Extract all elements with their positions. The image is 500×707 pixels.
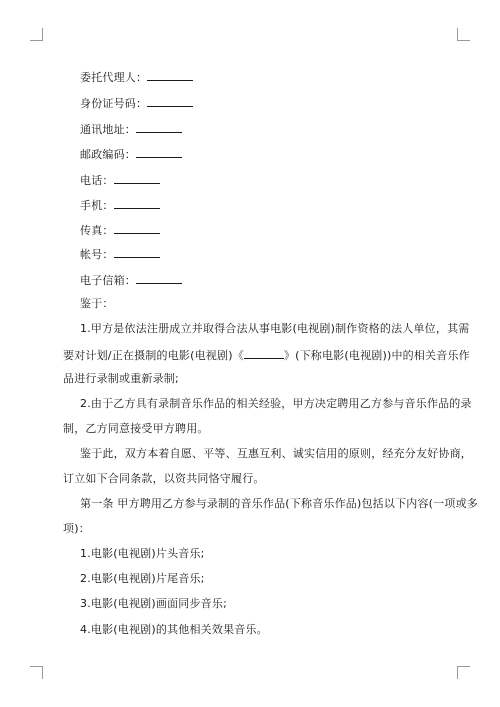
field-postcode — [80, 146, 182, 162]
field-agent — [80, 69, 193, 85]
whereas-heading: 鉴于： — [80, 297, 114, 310]
field-mobile-blank — [114, 197, 160, 209]
field-mobile-label: 手机： — [80, 199, 114, 212]
list-item-3: 3.电影(电视剧)画面同步音乐; — [80, 597, 227, 610]
field-id-number-label: 身份证号码： — [80, 97, 148, 110]
field-agent-label: 委托代理人： — [80, 71, 148, 84]
field-id-number-blank — [147, 95, 193, 107]
clause-1-line-2-a: 要对计划/正在摄制的电影(电视剧)《 — [63, 349, 244, 362]
field-phone-blank — [114, 172, 160, 184]
clause-1-line-1: 1.甲方是依法注册成立并取得合法从事电影(电视剧)制作资格的法人单位，其需 — [80, 322, 470, 335]
clause-1-line-2-b: 》(下称电影(电视剧))中的相关音乐作 — [283, 349, 470, 362]
crop-mark-top-left — [30, 28, 43, 41]
article-1-line-1: 第一条 甲方聘用乙方参与录制的音乐作品(下称音乐作品)包括以下内容(一项或多 — [80, 497, 478, 510]
field-mobile — [80, 197, 160, 213]
list-item-4: 4.电影(电视剧)的其他相关效果音乐。 — [80, 623, 268, 636]
field-email-label: 电子信箱： — [80, 274, 136, 287]
field-email — [80, 272, 182, 288]
clause-1-line-3: 品进行录制或重新录制; — [63, 372, 179, 385]
crop-mark-bottom-right — [457, 666, 470, 679]
article-1-line-2: 项)： — [63, 522, 90, 535]
field-id-number — [80, 95, 193, 111]
crop-mark-top-right — [457, 28, 470, 41]
field-fax-blank — [114, 222, 160, 234]
field-fax-label: 传真： — [80, 224, 114, 237]
field-account-label: 帐号： — [80, 248, 114, 261]
field-fax — [80, 222, 160, 238]
agreement-line-1: 鉴于此，双方本着自愿、平等、互惠互利、诚实信用的原则，经充分友好协商， — [80, 447, 472, 460]
field-account — [80, 246, 160, 262]
field-agent-blank — [147, 69, 193, 81]
field-postcode-label: 邮政编码： — [80, 148, 136, 161]
field-postcode-blank — [136, 146, 182, 158]
crop-mark-bottom-left — [30, 666, 43, 679]
field-phone-label: 电话： — [80, 174, 114, 187]
list-item-2: 2.电影(电视剧)片尾音乐; — [80, 572, 205, 585]
field-phone — [80, 172, 160, 188]
clause-2-line-1: 2.由于乙方具有录制音乐作品的相关经验，甲方决定聘用乙方参与音乐作品的录 — [80, 397, 472, 410]
list-item-1: 1.电影(电视剧)片头音乐; — [80, 547, 205, 560]
field-address-blank — [136, 121, 182, 133]
clause-1-line-2 — [63, 347, 470, 363]
field-address — [80, 121, 182, 137]
clause-2-line-2: 制，乙方同意接受甲方聘用。 — [63, 422, 209, 435]
agreement-line-2: 订立如下合同条款，以资共同恪守履行。 — [63, 472, 265, 485]
field-email-blank — [136, 272, 182, 284]
field-account-blank — [114, 246, 160, 258]
film-title-blank — [244, 347, 284, 359]
field-address-label: 通讯地址： — [80, 123, 136, 136]
